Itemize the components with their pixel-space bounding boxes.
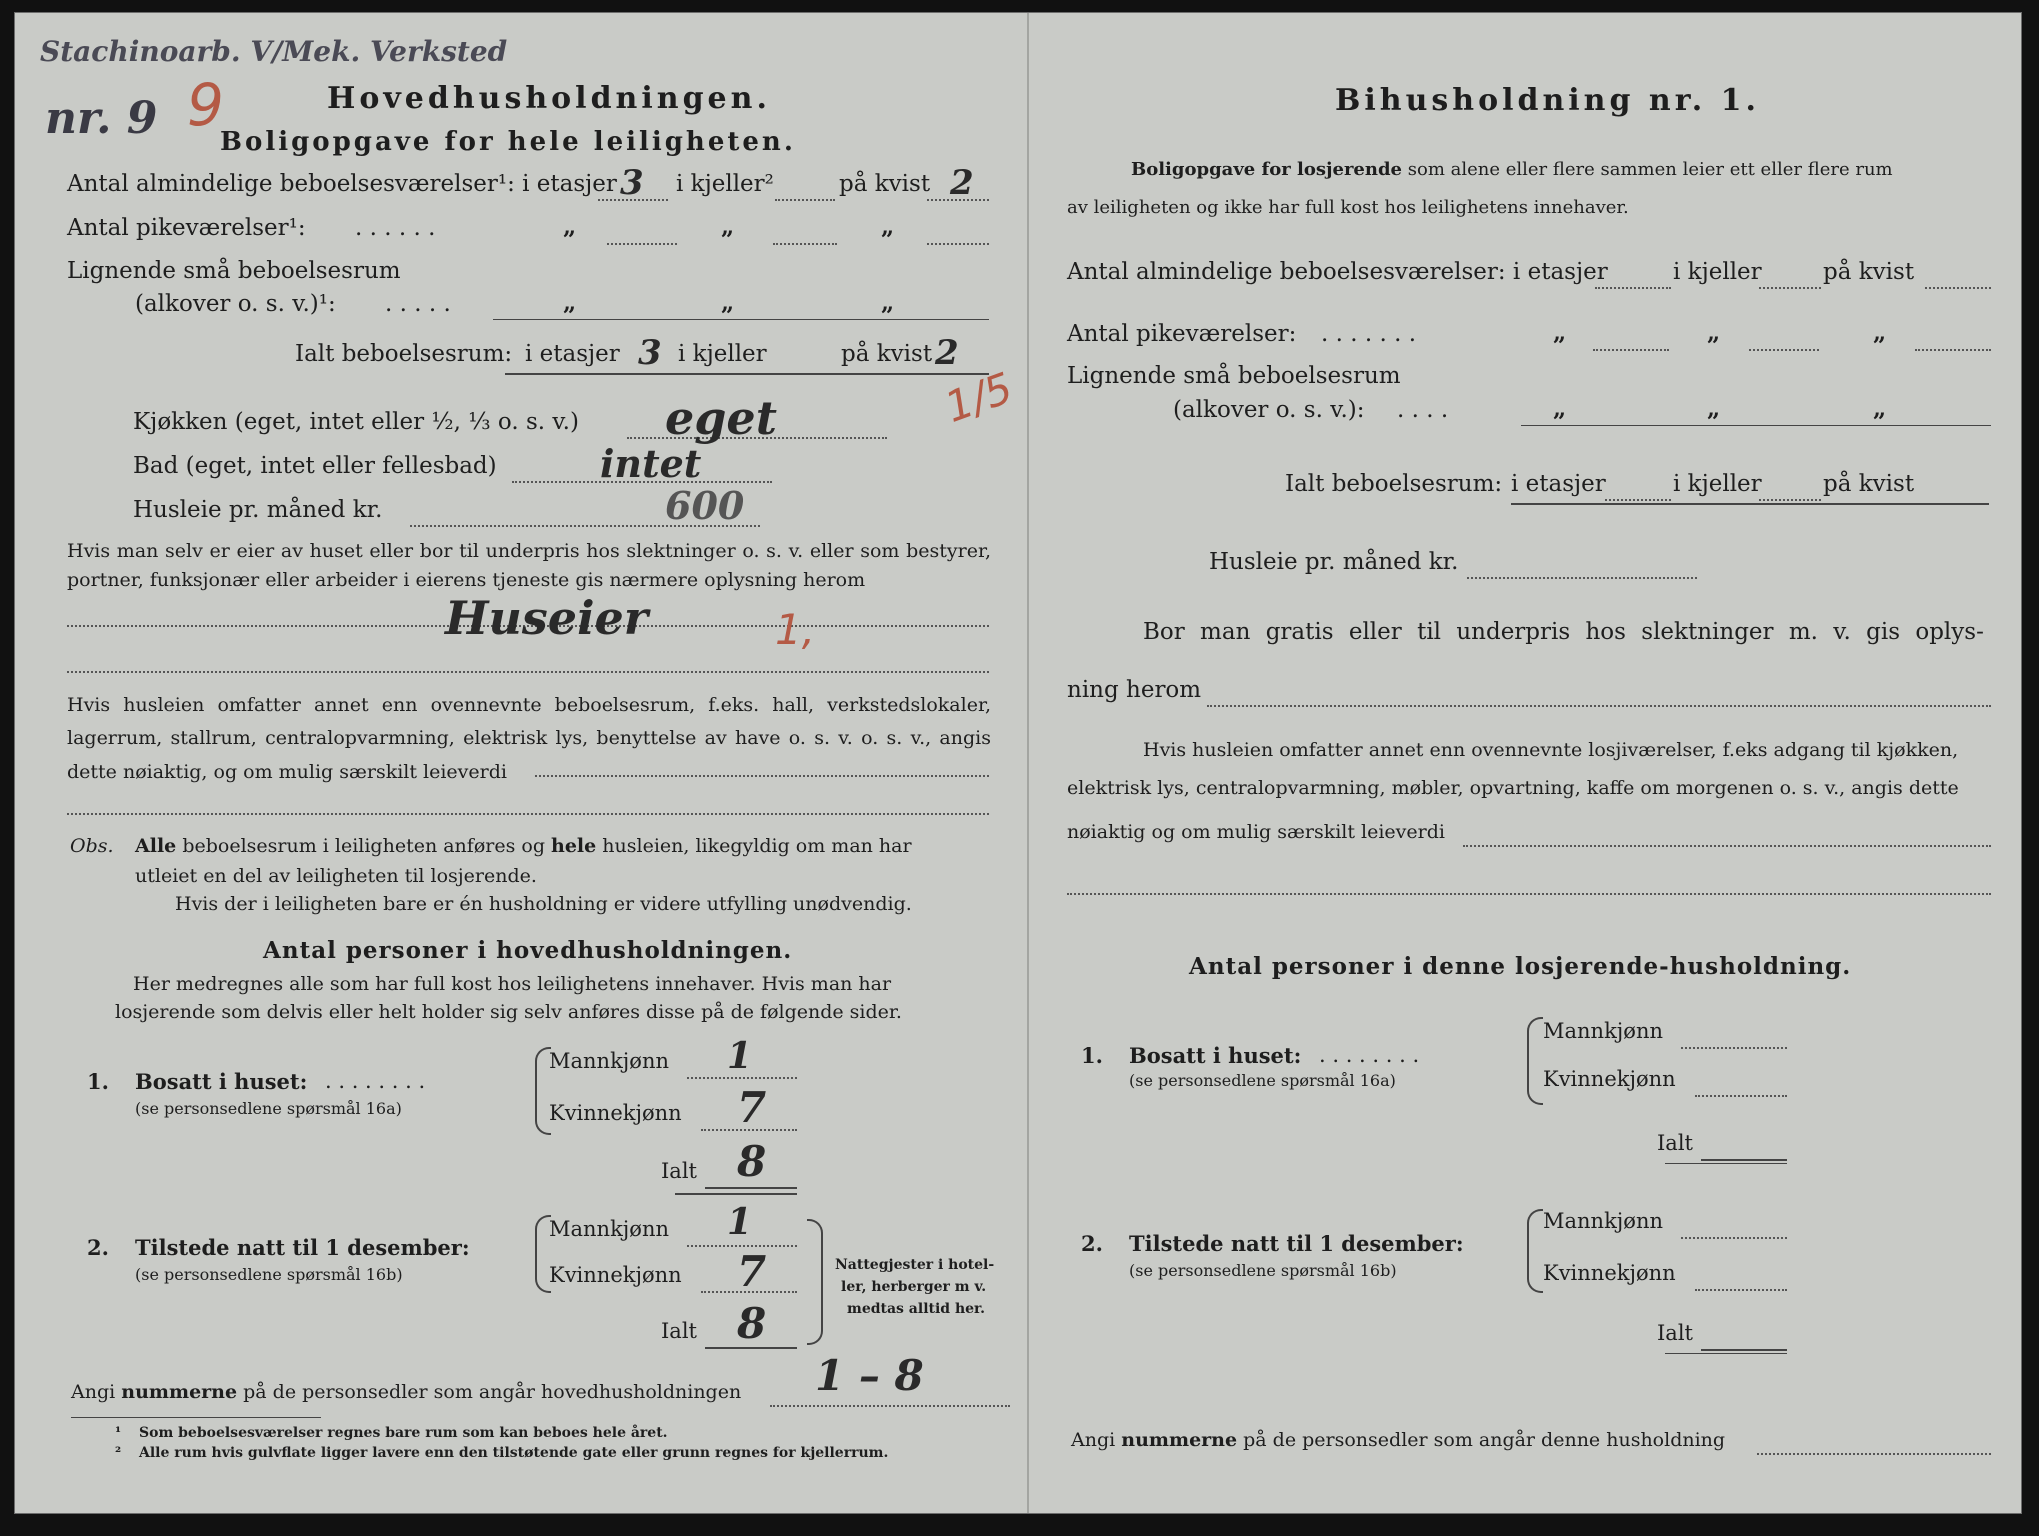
label-alkover: (alkover o. s. v.):: [1173, 397, 1365, 423]
quote-mark: „: [1707, 319, 1721, 346]
label-i-kjeller: i kjeller²: [676, 171, 774, 197]
obs-bold-alle: Alle: [135, 835, 177, 857]
field-line: [1925, 287, 1991, 289]
label-i-etasjer: i etasjer: [1511, 471, 1606, 497]
field-line: [1695, 1289, 1787, 1291]
q1-number: 1.: [87, 1069, 109, 1094]
q1-number: 1.: [1081, 1043, 1103, 1068]
label-antal-almindelige: Antal almindelige beboelsesværelser¹: i etasjer: [67, 171, 617, 197]
label-husleie: Husleie pr. måned kr.: [133, 497, 383, 523]
label-mannkjonn: Mannkjønn: [549, 1049, 670, 1073]
nattegjester-1: Nattegjester i hotel-: [835, 1257, 995, 1273]
intro-line-2: av leiligheten og ikke har full kost hos leilighetens innehaver.: [1067, 197, 1629, 218]
field-line: [1067, 893, 1991, 895]
value-kvinne2: 7: [737, 1247, 767, 1296]
footnote-1: Som beboelsesværelser regnes bare rum som kan beboes hele året.: [139, 1425, 668, 1441]
value-nummerne: 1 – 8: [815, 1351, 924, 1400]
field-kjeller-line: [775, 199, 835, 201]
underline: [1665, 1163, 1787, 1164]
label-lignende: Lignende små beboelsesrum: [67, 258, 401, 284]
obs-label: Obs.: [70, 835, 114, 857]
label-pikevaerelser: Antal pikeværelser:: [1067, 321, 1297, 347]
intro-bold: Boligopgave for losjerende: [1131, 159, 1403, 180]
label-ialt: Ialt: [661, 1159, 697, 1183]
underline: [505, 373, 989, 375]
angi-word: Angi: [71, 1381, 116, 1403]
field-line: [1759, 499, 1821, 501]
q2-number: 2.: [1081, 1231, 1103, 1256]
field-line: [1759, 287, 1821, 289]
label-paa-kvist: på kvist: [841, 341, 933, 367]
q2-sub: (se personsedlene spørsmål 16b): [135, 1265, 403, 1284]
q1-dots: . . . . . . . .: [1319, 1043, 1420, 1067]
label-lignende: Lignende små beboelsesrum: [1067, 363, 1401, 389]
obs-text-part: beboelsesrum i leiligheten anføres og: [182, 835, 545, 857]
field-line: [1695, 1095, 1787, 1097]
quote-mark: „: [1873, 395, 1887, 422]
label-kvinnekjonn: Kvinnekjønn: [549, 1101, 682, 1125]
angi-text: [1071, 1429, 1725, 1451]
footnote-2-num: ²: [115, 1445, 122, 1461]
field-line: [770, 1405, 1010, 1407]
quote-mark: „: [881, 289, 895, 316]
dots: . . . .: [1397, 397, 1449, 423]
field-line: [1681, 1237, 1787, 1239]
dots: . . . . . . .: [1321, 321, 1417, 347]
brace: [1527, 1209, 1543, 1293]
field-line: [773, 243, 837, 245]
intro-line-1: [1131, 159, 1893, 180]
q2-label: Tilstede natt til 1 desember:: [1129, 1231, 1464, 1256]
label-bad: Bad (eget, intet eller fellesbad): [133, 453, 497, 479]
quote-mark: „: [563, 213, 577, 240]
field-line: [1467, 577, 1697, 579]
q1-label: Bosatt i huset:: [135, 1069, 308, 1094]
label-paa-kvist: på kvist: [1823, 471, 1915, 497]
label-paa-kvist: på kvist: [839, 171, 931, 197]
label-alkover: (alkover o. s. v.)¹:: [135, 291, 336, 317]
underline: [1521, 425, 1991, 426]
handwritten-red-number: 9: [187, 71, 224, 139]
label-kjokken: Kjøkken (eget, intet eller ½, ⅓ o. s. v.): [133, 409, 579, 435]
value-mann2: 1: [727, 1201, 753, 1243]
field-line: [1681, 1047, 1787, 1049]
field-line: [67, 671, 989, 673]
field-line: [927, 243, 989, 245]
quote-mark: „: [721, 213, 735, 240]
obs-text: [135, 835, 912, 857]
text-eier: Hvis man selv er eier av huset eller bor til underpris hos slektninger o. s. v. eller som bestyrer, portner, funksjonær eller arbeider i eierens tjeneste gis nærmere oplysning herom: [67, 540, 991, 592]
label-i-kjeller: i kjeller: [678, 341, 767, 367]
nattegjester-2: ler, herberger m v.: [841, 1279, 987, 1295]
q2-number: 2.: [87, 1235, 109, 1260]
section-title-personer: Antal personer i hovedhusholdningen.: [263, 937, 793, 964]
angi-rest: på de personsedler som angår denne husholdning: [1243, 1429, 1726, 1451]
field-line: [1605, 499, 1671, 501]
value-kjokken: eget: [665, 391, 777, 445]
field-line: [1749, 349, 1819, 351]
label-antal-almindelige: Antal almindelige beboelsesværelser: i etasjer: [1067, 259, 1608, 285]
text-omfatter: Hvis husleien omfatter annet enn ovennevnte beboelsesrum, f.eks. hall, verkstedslokaler, lagerrum, stallrum, centralopvarmning, elektrisk lys, benyttelse av have o. s. v. o. s. v., angis dette nøiaktig, og om mulig særskilt leieverdi: [67, 694, 991, 783]
angi-text: [71, 1381, 741, 1403]
angi-word: Angi: [1071, 1429, 1116, 1451]
field-line: [1915, 349, 1991, 351]
value-mann1: 1: [727, 1035, 753, 1077]
field-line: [1757, 1453, 1991, 1455]
obs-line3: Hvis der i leiligheten bare er én husholdning er videre utfylling unødvendig.: [175, 893, 912, 915]
underline: [675, 1193, 797, 1195]
underline: [493, 319, 989, 320]
value-ialt-kvist: 2: [935, 333, 959, 373]
obs-text-part: husleien, likegyldig om man har: [602, 835, 912, 857]
handwritten-header-note: Stachinoarb. V/Mek. Verksted: [40, 35, 508, 68]
value-etasjer: 3: [620, 163, 644, 203]
personer-text-2: losjerende som delvis eller helt holder sig selv anføres disse på de følgende sider.: [115, 1001, 902, 1023]
quote-mark: „: [1553, 319, 1567, 346]
value-kvist: 2: [950, 163, 974, 203]
quote-mark: „: [1707, 395, 1721, 422]
quote-mark: „: [1553, 395, 1567, 422]
dots: . . . . . .: [355, 215, 436, 241]
footnote-2: Alle rum hvis gulvflate ligger lavere enn den tilstøtende gate eller grunn regnes for kjellerrum.: [139, 1445, 889, 1461]
field-line: [535, 775, 989, 777]
handwritten-number: nr. 9: [45, 93, 158, 144]
label-pikevaerelser: Antal pikeværelser¹:: [67, 215, 306, 241]
section-title-personer: Antal personer i denne losjerende-husholdning.: [1189, 953, 1852, 980]
label-kvinnekjonn: Kvinnekjønn: [1543, 1261, 1676, 1285]
underline: [1701, 1159, 1787, 1161]
field-line: [1593, 349, 1669, 351]
quote-mark: „: [563, 289, 577, 316]
quote-mark: „: [1873, 319, 1887, 346]
dots: . . . . .: [385, 291, 451, 317]
label-paa-kvist: på kvist: [1823, 259, 1915, 285]
q1-dots: . . . . . . . .: [325, 1069, 426, 1093]
field-line: [1207, 705, 1991, 707]
text-omfatter-3: nøiaktig og om mulig særskilt leieverdi: [1067, 821, 1445, 843]
value-ialt2: 8: [737, 1299, 767, 1348]
quote-mark: „: [881, 213, 895, 240]
label-mannkjonn: Mannkjønn: [549, 1217, 670, 1241]
brace: [1527, 1017, 1543, 1105]
label-ialt: Ialt: [1657, 1321, 1693, 1345]
label-kvinnekjonn: Kvinnekjønn: [549, 1263, 682, 1287]
value-eier-red: 1,: [775, 605, 816, 654]
census-form-sheet: [14, 12, 2022, 1514]
field-line: [1595, 287, 1671, 289]
field-line: [607, 243, 677, 245]
text-omfatter-2: elektrisk lys, centralopvarmning, møbler, opvartning, kaffe om morgenen o. s. v., angis dette: [1067, 777, 1959, 799]
angi-bold: nummerne: [1121, 1429, 1238, 1451]
underline: [1511, 503, 1989, 505]
value-husleie: 600: [665, 483, 745, 528]
field-line: [1463, 845, 1991, 847]
value-kvinne1: 7: [737, 1083, 767, 1132]
label-i-kjeller: i kjeller: [1673, 259, 1762, 285]
page-title-bihusholdning: Bihusholdning nr. 1.: [1335, 83, 1760, 118]
label-i-etasjer: i etasjer: [525, 341, 620, 367]
q2-sub: (se personsedlene spørsmål 16b): [1129, 1261, 1397, 1280]
field-line: [67, 813, 989, 815]
label-mannkjonn: Mannkjønn: [1543, 1209, 1664, 1233]
q1-sub: (se personsedlene spørsmål 16a): [1129, 1071, 1396, 1090]
underline: [705, 1187, 797, 1189]
obs-bold-hele: hele: [551, 835, 597, 857]
label-i-kjeller: i kjeller: [1673, 471, 1762, 497]
quote-mark: „: [721, 289, 735, 316]
q2-label: Tilstede natt til 1 desember:: [135, 1235, 470, 1260]
q1-label: Bosatt i huset:: [1129, 1043, 1302, 1068]
angi-rest: på de personsedler som angår hovedhusholdningen: [243, 1381, 742, 1403]
field-line: [687, 1077, 797, 1079]
angi-bold: nummerne: [121, 1381, 238, 1403]
footnote-rule: [71, 1417, 321, 1418]
q1-sub: (se personsedlene spørsmål 16a): [135, 1099, 402, 1118]
label-ialt-beboelsesrum: Ialt beboelsesrum:: [1285, 471, 1503, 497]
page-title-hovedhusholdningen: Hovedhusholdningen.: [327, 81, 771, 116]
personer-text-1: Her medregnes alle som har full kost hos leilighetens innehaver. Hvis man har: [133, 973, 892, 995]
underline: [1665, 1353, 1787, 1354]
red-mark: 1/5: [938, 362, 1019, 433]
label-ialt: Ialt: [661, 1319, 697, 1343]
label-husleie: Husleie pr. måned kr.: [1209, 549, 1459, 575]
underline: [1701, 1349, 1787, 1351]
text-gratis-1: Bor man gratis eller til underpris hos slektninger m. v. gis oplys-: [1143, 619, 1984, 645]
text-omfatter-1: Hvis husleien omfatter annet enn ovennevnte losjiværelser, f.eks adgang til kjøkken,: [1143, 739, 1959, 761]
obs-line2: utleiet en del av leiligheten til losjerende.: [135, 865, 537, 887]
value-bad: intet: [600, 441, 702, 486]
nattegjester-3: medtas alltid her.: [847, 1301, 986, 1317]
label-ialt-beboelsesrum: Ialt beboelsesrum:: [295, 341, 513, 367]
label-kvinnekjonn: Kvinnekjønn: [1543, 1067, 1676, 1091]
subtitle-boligopgave: Boligopgave for hele leiligheten.: [220, 127, 796, 157]
value-ialt1: 8: [737, 1137, 767, 1186]
value-eier-note: Huseier: [445, 591, 649, 645]
value-ialt-etasjer: 3: [638, 333, 662, 373]
page-fold: [1027, 13, 1029, 1513]
footnote-1-num: ¹: [115, 1425, 122, 1441]
label-mannkjonn: Mannkjønn: [1543, 1019, 1664, 1043]
text-gratis-2: ning herom: [1067, 677, 1202, 703]
intro-text: som alene eller flere sammen leier ett eller flere rum: [1407, 159, 1893, 180]
brace-right: [807, 1219, 823, 1345]
label-ialt: Ialt: [1657, 1131, 1693, 1155]
